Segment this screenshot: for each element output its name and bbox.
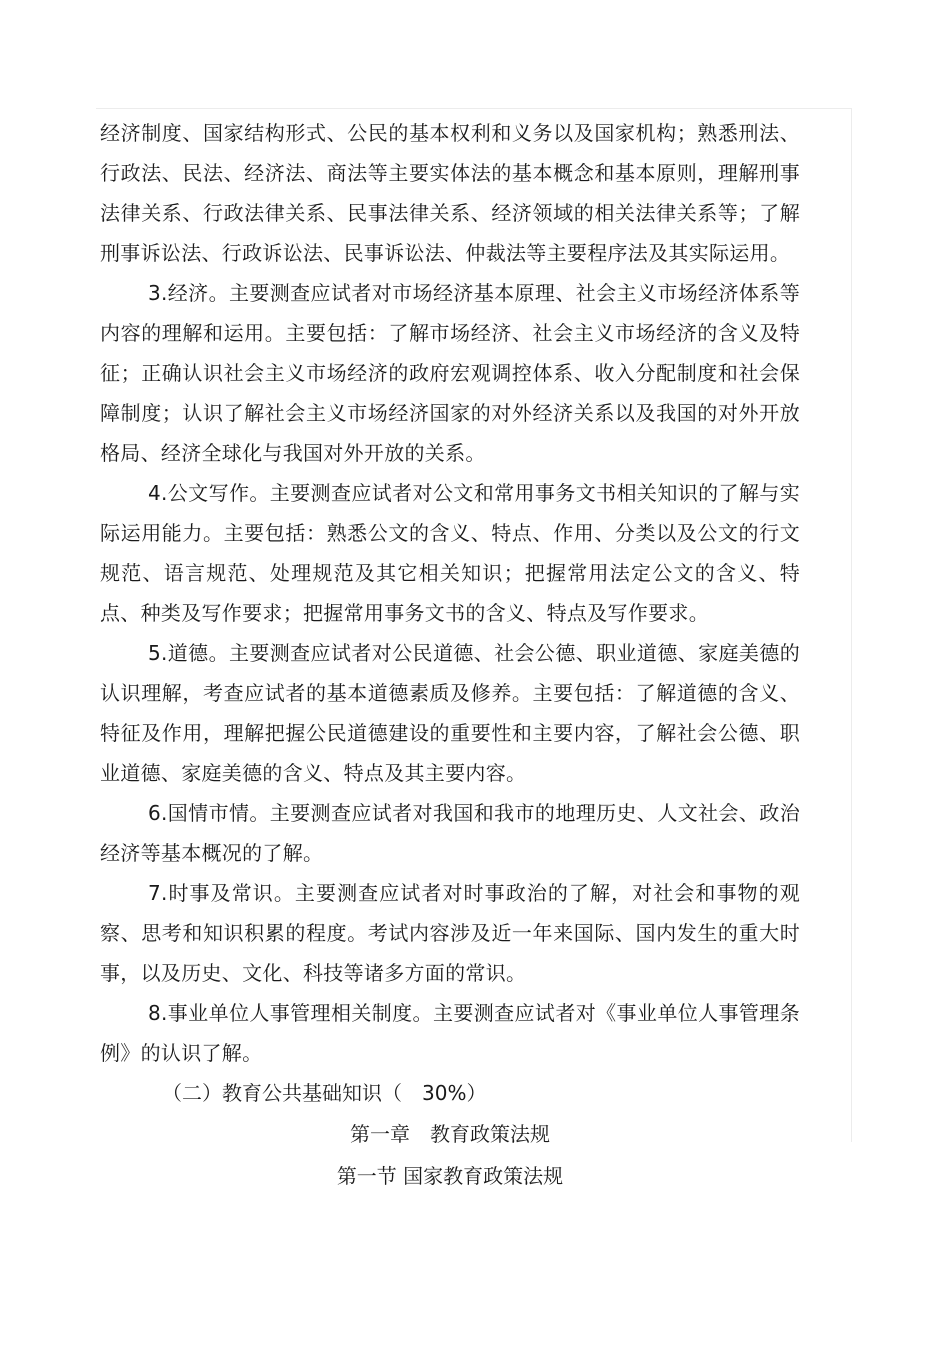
section-heading: （二）教育公共基础知识（ 30%）	[162, 1081, 487, 1105]
paragraph-current-affairs: 7.时事及常识。主要测查应试者对时事政治的了解，对社会和事物的观察、思考和知识积累的程度。考试内容涉及近一年来国际、国内发生的重大时事，以及历史、文化、科技等诸多方面的常识。	[100, 881, 800, 985]
paragraph-national-conditions: 6.国情市情。主要测查应试者对我国和我市的地理历史、人文社会、政治经济等基本概况的了解。	[100, 801, 800, 865]
paragraph-official-writing: 4.公文写作。主要测查应试者对公文和常用事务文书相关知识的了解与实际运用能力。主要包括：熟悉公文的含义、特点、作用、分类以及公文的行文规范、语言规范、处理规范及其它相关知识；把握常用法定公文的含义、特点、种类及写作要求；把握常用事务文书的含义、特点及写作要求。	[100, 481, 800, 625]
document-body	[100, 113, 800, 1197]
section-title: 第一节 国家教育政策法规	[336, 1164, 564, 1188]
paragraph-law-continuation: 经济制度、国家结构形式、公民的基本权利和义务以及国家机构；熟悉刑法、行政法、民法、经济法、商法等主要实体法的基本概念和基本原则，理解刑事法律关系、行政法律关系、民事法律关系、经济领域的相关法律关系等；了解刑事诉讼法、行政诉讼法、民事诉讼法、仲裁法等主要程序法及其实际运用。	[100, 121, 800, 265]
paragraph-economy: 3.经济。主要测查应试者对市场经济基本原理、社会主义市场经济体系等内容的理解和运用。主要包括：了解市场经济、社会主义市场经济的含义及特征；正确认识社会主义市场经济的政府宏观调控体系、收入分配制度和社会保障制度；认识了解社会主义市场经济国家的对外经济关系以及我国的对外开放格局、经济全球化与我国对外开放的关系。	[100, 281, 800, 465]
chapter-title: 第一章 教育政策法规	[350, 1122, 550, 1146]
paragraph-morality: 5.道德。主要测查应试者对公民道德、社会公德、职业道德、家庭美德的认识理解，考查应试者的基本道德素质及修养。主要包括：了解道德的含义、特征及作用，理解把握公民道德建设的重要性和主要内容，了解社会公德、职业道德、家庭美德的含义、特点及其主要内容。	[100, 641, 800, 785]
paragraph-personnel-management: 8.事业单位人事管理相关制度。主要测查应试者对《事业单位人事管理条例》的认识了解。	[100, 1001, 800, 1065]
